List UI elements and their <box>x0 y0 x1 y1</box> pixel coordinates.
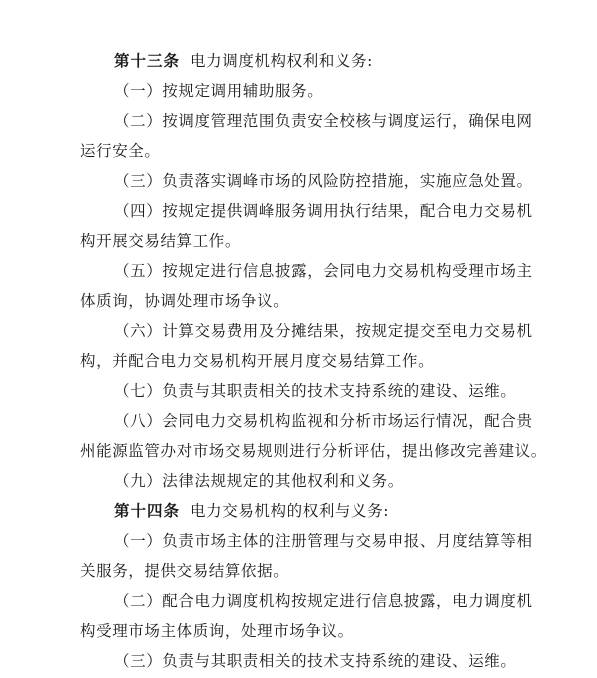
article-13-line: （三）负责落实调峰市场的风险防控措施，实施应急处置。 <box>114 172 533 190</box>
article-14-line: 构受理市场主体质询，处理市场争议。 <box>80 622 354 640</box>
article-13-line: （八）会同电力交易机构监视和分析市场运行情况，配合贵 <box>114 412 533 430</box>
article-13-line: 运行安全。 <box>80 142 161 160</box>
article-13-line: 体质询，协调处理市场争议。 <box>80 292 290 310</box>
article-13-title: 电力调度机构权利和义务: <box>190 52 373 70</box>
article-13-line: 州能源监管办对市场交易规则进行分析评估，提出修改完善建议。 <box>80 442 547 460</box>
article-13-line: （四）按规定提供调峰服务调用执行结果，配合电力交易机 <box>114 202 533 220</box>
article-14-line: （二）配合电力调度机构按规定进行信息披露，电力调度机 <box>114 592 533 610</box>
article-13-line: （六）计算交易费用及分摊结果，按规定提交至电力交易机 <box>114 322 533 340</box>
article-13-label: 第十三条 <box>114 51 181 70</box>
article-14-label: 第十四条 <box>114 501 181 520</box>
article-13-line: （五）按规定进行信息披露，会同电力交易机构受理市场主 <box>114 262 533 280</box>
article-13-line: （九）法律法规规定的其他权利和义务。 <box>114 472 404 490</box>
article-13-line: （七）负责与其职责相关的技术支持系统的建设、运维。 <box>114 382 517 400</box>
article-13-line: （一）按规定调用辅助服务。 <box>114 82 324 100</box>
article-14-heading <box>0 494 597 528</box>
article-13-line: 构开展交易结算工作。 <box>80 232 242 250</box>
article-14-line: （一）负责市场主体的注册管理与交易申报、月度结算等相 <box>114 532 533 550</box>
article-14-line: （三）负责与其职责相关的技术支持系统的建设、运维。 <box>114 652 517 670</box>
article-13-heading <box>0 44 597 78</box>
article-14-title: 电力交易机构的权利与义务: <box>190 502 390 520</box>
article-13-line: 构，并配合电力交易机构开展月度交易结算工作。 <box>80 352 435 370</box>
article-13-line: （二）按调度管理范围负责安全校核与调度运行，确保电网 <box>114 112 533 130</box>
article-14-line: 关服务，提供交易结算依据。 <box>80 562 290 580</box>
